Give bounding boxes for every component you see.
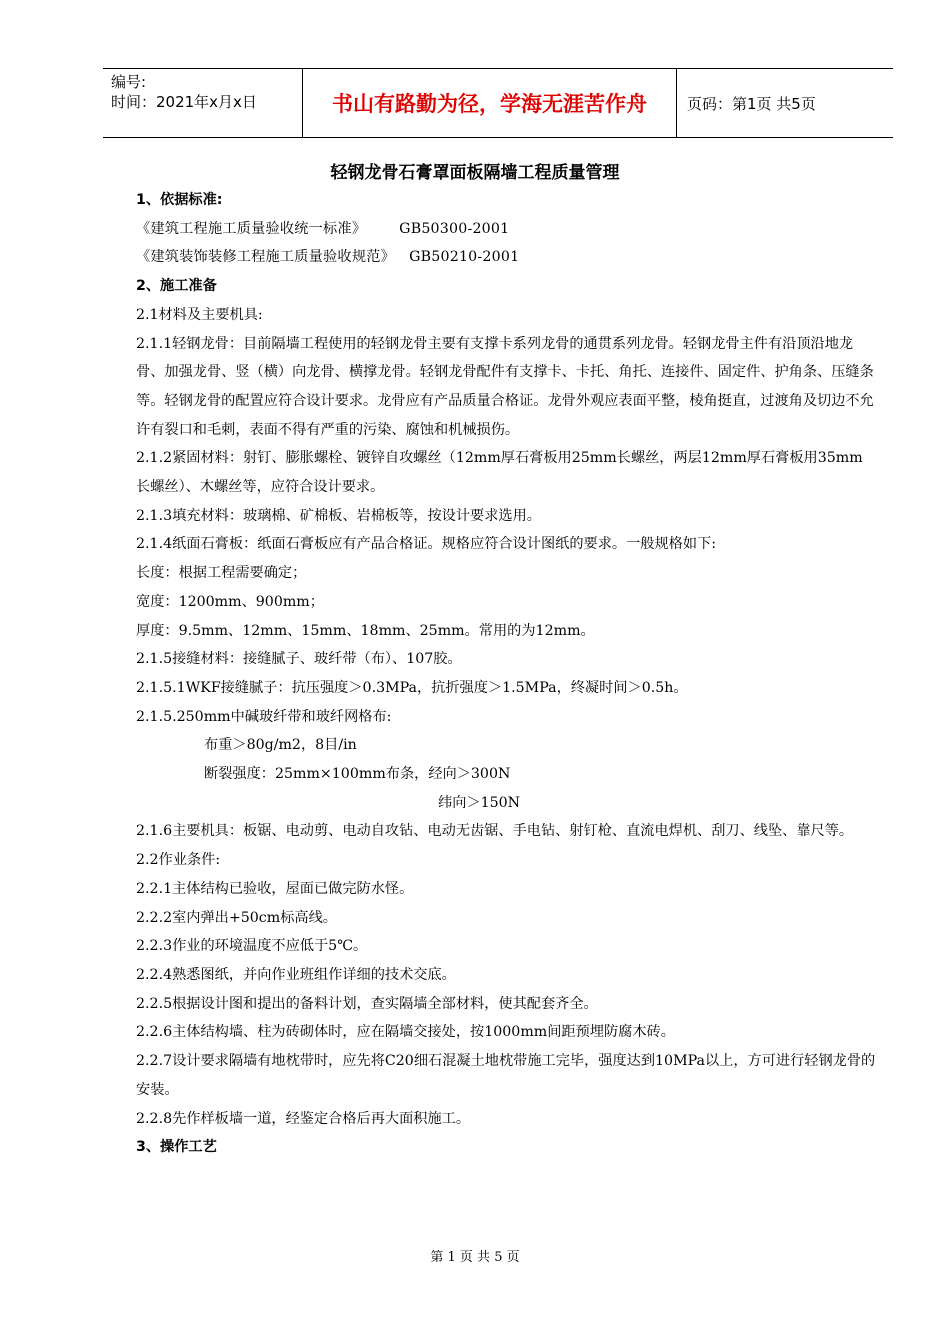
body-paragraph: 《建筑工程施工质量验收统一标准》 GB50300-2001 — [136, 220, 510, 237]
body-paragraph: 2.2.1主体结构已验收，屋面已做完防水怪。 — [136, 880, 414, 897]
body-paragraph: 2.1.5接缝材料：接缝腻子、玻纤带（布）、107胶。 — [136, 651, 462, 668]
body-paragraph: 布重＞80g/m2，8目/in — [204, 737, 357, 754]
body-paragraph: 2.2.8先作样板墙一道，经鉴定合格后再大面积施工。 — [136, 1110, 471, 1127]
body-paragraph: 2.2作业条件: — [136, 852, 221, 869]
page-footer: 第 1 页 共 5 页 — [430, 1250, 520, 1265]
body-paragraph: 2.2.3作业的环境温度不应低于5℃。 — [136, 938, 368, 955]
document-number-label: 编号: — [111, 73, 147, 91]
page-header — [103, 68, 893, 138]
body-paragraph: 2.1.2紧固材料：射钉、膨胀螺栓、镀锌自攻螺丝（12mm厚石膏板用25mm长螺丝，两层12mm厚石膏板用35mm长螺丝）、木螺丝等，应符合设计要求。 — [136, 450, 863, 496]
body-paragraph: 2.2.5根据设计图和提出的备料计划，查实隔墙全部材料，使其配套齐全。 — [136, 995, 598, 1012]
body-paragraph: 2.2.2室内弹出+50cm标高线。 — [136, 909, 337, 926]
header-page-info: 页码：第1页 共5页 — [687, 94, 816, 113]
section-heading: 1、依据标准: — [136, 192, 223, 208]
body-paragraph: 2.2.4熟悉图纸，并向作业班组作详细的技术交底。 — [136, 966, 456, 983]
section-heading: 3、操作工艺 — [136, 1139, 217, 1156]
section-heading: 2、施工准备 — [136, 278, 217, 295]
body-paragraph: 断裂强度：25mm×100mm布条，经向＞300N — [204, 766, 511, 783]
body-paragraph: 长度：根据工程需要确定； — [136, 565, 307, 582]
body-paragraph: 2.1.3填充材料：玻璃棉、矿棉板、岩棉板等，按设计要求选用。 — [136, 507, 541, 524]
body-paragraph: 2.1材料及主要机具: — [136, 306, 263, 323]
body-paragraph: 2.1.6主要机具：板锯、电动剪、电动自攻钻、电动无齿锯、手电钻、射钉枪、直流电焊机、刮刀、线坠、靠尺等。 — [136, 823, 854, 840]
document-body — [136, 186, 876, 1162]
body-paragraph: 2.2.7设计要求隔墙有地枕带时，应先将C20细石混凝土地枕带施工完毕，强度达到10MPa以上，方可进行轻钢龙骨的安装。 — [136, 1053, 876, 1098]
body-paragraph: 2.1.5.250mm中碱玻纤带和玻纤网格布: — [136, 708, 392, 725]
body-paragraph: 宽度：1200mm、900mm； — [136, 593, 324, 610]
body-paragraph: 厚度：9.5mm、12mm、15mm、18mm、25mm。常用的为12mm。 — [136, 622, 595, 639]
body-paragraph: 2.1.5.1WKF接缝腻子：抗压强度＞0.3MPa，抗折强度＞1.5MPa，终凝时间＞0.5h。 — [136, 679, 688, 696]
document-title: 轻钢龙骨石膏罩面板隔墙工程质量管理 — [330, 163, 620, 183]
header-motto: 书山有路勤为径，学海无涯苦作舟 — [303, 69, 677, 137]
body-paragraph: 2.1.1轻钢龙骨：目前隔墙工程使用的轻钢龙骨主要有支撑卡系列龙骨的通贯系列龙骨。轻钢龙骨主件有沿顶沿地龙骨、加强龙骨、竖（横）向龙骨、横撑龙骨。轻钢龙骨配件有支撑卡、卡托、角托、连接件、固定件、护角条、压缝条等。轻钢龙骨的配置应符合设计要求。龙骨应有产品质量合格证。龙骨外观应表面平整，棱角挺直，过渡角及切边不允许有裂口和毛刺，表面不得有严重的污染、腐蚀和机械损伤。 — [136, 335, 874, 438]
body-paragraph: 2.2.6主体结构墙、柱为砖砌体时，应在隔墙交接处，按1000mm间距预埋防腐木砖。 — [136, 1024, 675, 1041]
body-paragraph: 纬向＞150N — [438, 794, 521, 811]
header-info-cell — [103, 69, 303, 137]
body-paragraph: 2.1.4纸面石膏板：纸面石膏板应有产品合格证。规格应符合设计图纸的要求。一般规格如下: — [136, 536, 717, 553]
document-date: 时间：2021年x月x日 — [111, 93, 257, 111]
body-paragraph: 《建筑装饰装修工程施工质量验收规范》 GB50210-2001 — [136, 249, 520, 266]
